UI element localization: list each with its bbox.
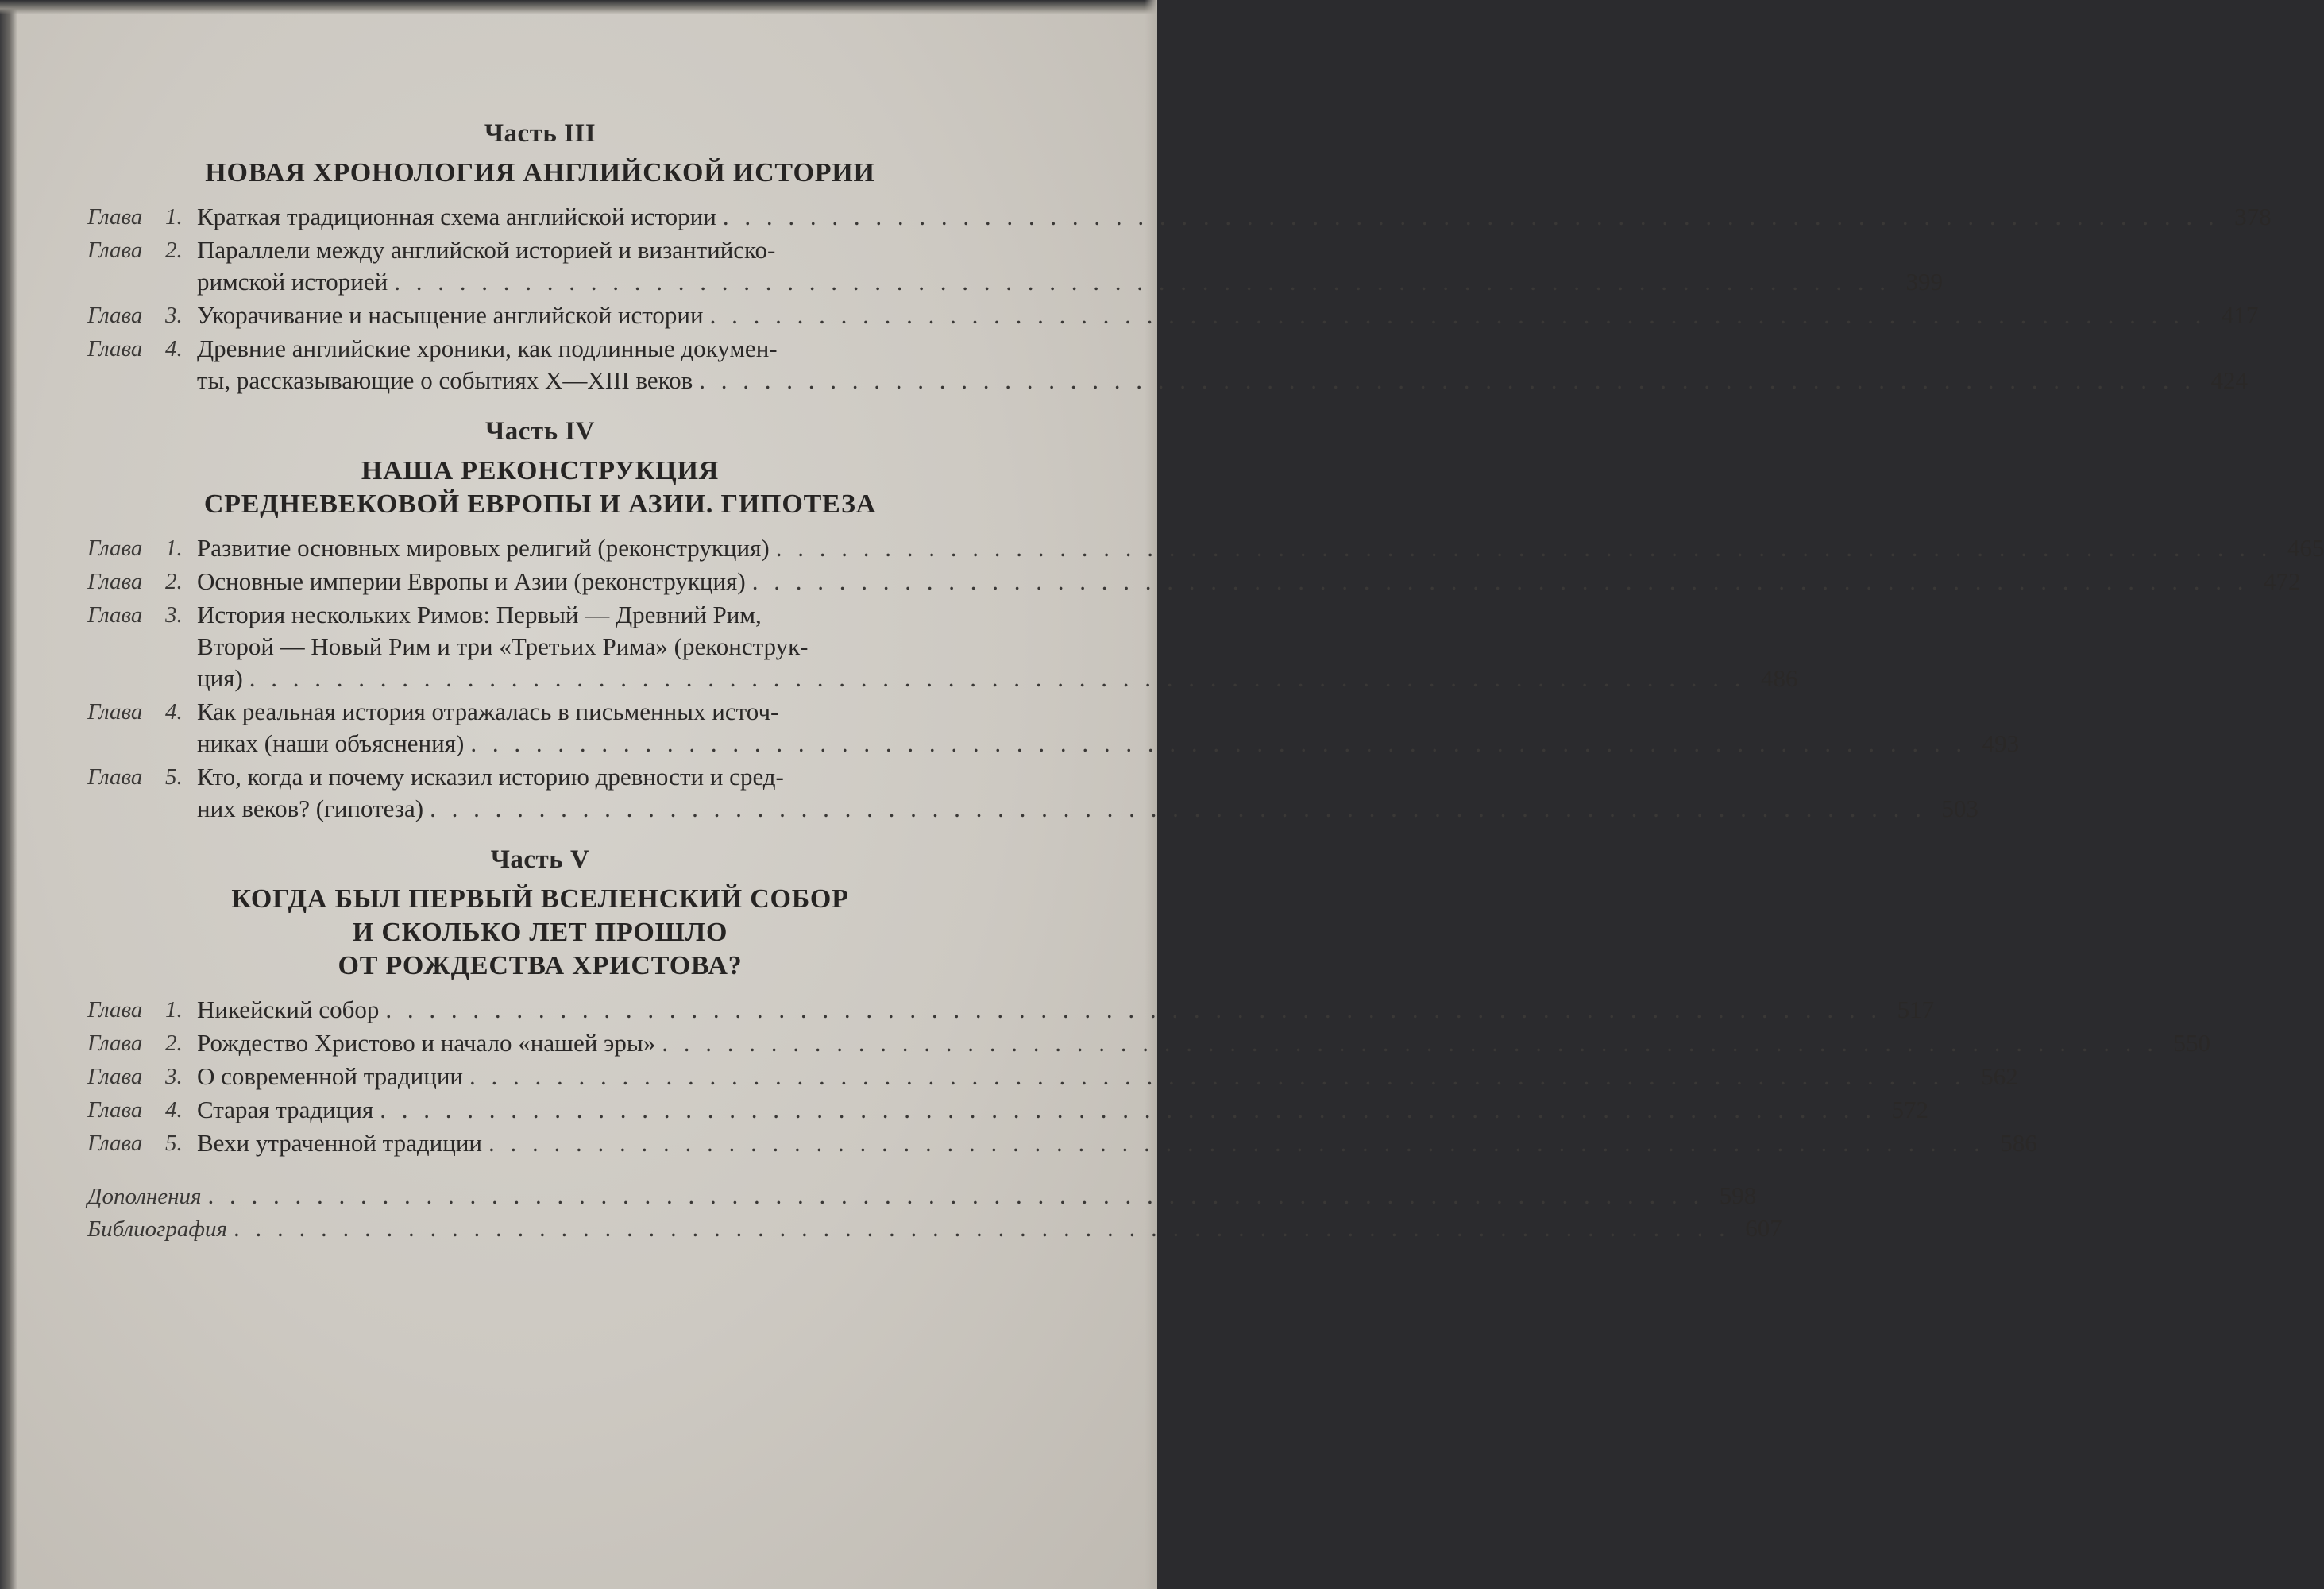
chapter-number: 1. bbox=[165, 997, 183, 1023]
chapter-word: Глава bbox=[87, 336, 143, 361]
dot-leader bbox=[469, 1061, 1966, 1092]
toc-chapter-entry bbox=[87, 1094, 1928, 1126]
part-title-line: ОТ РОЖДЕСТВА ХРИСТОВА? bbox=[338, 951, 743, 980]
toc-chapter-entry bbox=[87, 1061, 2018, 1092]
part-label: Часть V bbox=[490, 845, 590, 874]
chapter-number: 3. bbox=[165, 1064, 183, 1089]
section-gap bbox=[87, 826, 993, 845]
page-number: 607 bbox=[1745, 1214, 1782, 1242]
dot-leader bbox=[776, 532, 2272, 564]
chapter-title-line: Вехи утраченной традиции bbox=[197, 1129, 482, 1157]
dot-leader bbox=[723, 201, 2219, 233]
chapter-title-line: Как реальная история отражалась в письменных источ- bbox=[197, 698, 779, 725]
extra-label: Дополнения bbox=[87, 1184, 202, 1209]
page-number: 378 bbox=[2234, 203, 2272, 230]
toc-chapter-entry bbox=[87, 234, 1943, 298]
chapter-title-line: История нескольких Римов: Первый — Древний Рим, bbox=[197, 601, 762, 628]
chapter-title-line: Второй — Новый Рим и три «Третьих Рима» (реконструк- bbox=[197, 632, 809, 660]
chapter-title-line: Краткая традиционная схема английской истории bbox=[197, 203, 716, 230]
chapter-title-line: них веков? (гипотеза) bbox=[197, 794, 424, 822]
dot-leader bbox=[710, 300, 2206, 331]
section-gap bbox=[87, 1161, 993, 1180]
chapter-number: 5. bbox=[165, 1131, 183, 1156]
chapter-title-line: Основные империи Европы и Азии (реконструкция) bbox=[197, 567, 746, 595]
page-number: 465 bbox=[2287, 534, 2324, 562]
page-number: 486 bbox=[1761, 664, 1798, 692]
toc-chapter-entry bbox=[87, 1127, 2037, 1159]
page-number: 562 bbox=[1981, 1062, 2018, 1090]
dot-leader bbox=[249, 663, 1746, 694]
chapter-word: Глава bbox=[87, 238, 143, 263]
chapter-number: 1. bbox=[165, 204, 183, 230]
chapter-number: 2. bbox=[165, 238, 183, 263]
part-title-line: СРЕДНЕВЕКОВОЙ ЕВРОПЫ И АЗИИ. ГИПОТЕЗА bbox=[203, 489, 877, 519]
chapter-number: 3. bbox=[165, 602, 183, 628]
toc-chapter-entry bbox=[87, 599, 1798, 694]
chapter-number: 4. bbox=[165, 1097, 183, 1123]
chapter-number: 3. bbox=[165, 303, 183, 328]
toc-extra-entry bbox=[87, 1212, 1782, 1245]
chapter-word: Глава bbox=[87, 204, 143, 230]
page-number: 399 bbox=[1905, 268, 1943, 296]
chapter-title-line: О современной традиции bbox=[197, 1062, 464, 1090]
toc-chapter-entry bbox=[87, 201, 2272, 233]
chapter-word: Глава bbox=[87, 1131, 143, 1156]
dot-leader bbox=[385, 994, 1882, 1026]
page-number: 417 bbox=[2221, 301, 2259, 329]
chapter-word: Глава bbox=[87, 535, 143, 561]
chapter-word: Глава bbox=[87, 602, 143, 628]
toc-chapter-entry bbox=[87, 532, 2324, 564]
section-gap bbox=[87, 398, 993, 417]
dot-leader bbox=[394, 266, 1890, 298]
chapter-word: Глава bbox=[87, 997, 143, 1023]
chapter-word: Глава bbox=[87, 303, 143, 328]
part-label: Часть III bbox=[484, 119, 596, 148]
chapter-word: Глава bbox=[87, 1030, 143, 1056]
dot-leader bbox=[430, 793, 1926, 825]
chapter-number: 4. bbox=[165, 699, 183, 725]
chapter-title-line: никах (наши объяснения) bbox=[197, 729, 465, 757]
chapter-number: 1. bbox=[165, 535, 183, 561]
dot-leader bbox=[234, 1212, 1730, 1244]
chapter-title-line: Никейский собор bbox=[197, 996, 380, 1023]
chapter-number: 4. bbox=[165, 336, 183, 361]
chapter-number: 2. bbox=[165, 1030, 183, 1056]
page-number: 493 bbox=[1982, 729, 2020, 757]
top-edge-shadow bbox=[0, 0, 1157, 14]
part-title bbox=[87, 454, 993, 521]
part-title bbox=[87, 157, 993, 190]
part-title-line: НОВАЯ ХРОНОЛОГИЯ АНГЛИЙСКОЙ ИСТОРИИ bbox=[205, 158, 875, 188]
binding-shadow bbox=[0, 0, 17, 1589]
chapter-number: 5. bbox=[165, 764, 183, 790]
dot-leader bbox=[662, 1027, 2158, 1059]
chapter-title-line: Развитие основных мировых религий (реконструкция) bbox=[197, 534, 770, 562]
page-number: 503 bbox=[1941, 794, 1978, 822]
page-number: 517 bbox=[1897, 996, 1935, 1023]
page-number: 472 bbox=[2263, 567, 2301, 595]
chapter-word: Глава bbox=[87, 699, 143, 725]
page-number: 586 bbox=[2000, 1129, 2037, 1157]
dot-leader bbox=[380, 1094, 1876, 1126]
toc-chapter-entry bbox=[87, 333, 2249, 396]
page-number: 550 bbox=[2173, 1029, 2210, 1057]
chapter-number: 2. bbox=[165, 569, 183, 594]
toc-chapter-entry bbox=[87, 994, 1935, 1026]
dot-leader bbox=[752, 566, 2249, 597]
page-number: 572 bbox=[1891, 1096, 1928, 1123]
extra-label: Библиография bbox=[87, 1216, 227, 1242]
chapter-title-line: Кто, когда и почему исказил историю древности и сред- bbox=[197, 763, 784, 791]
dot-leader bbox=[699, 365, 2195, 396]
chapter-title-line: римской историей bbox=[197, 268, 388, 296]
chapter-word: Глава bbox=[87, 764, 143, 790]
chapter-title-line: Древние английские хроники, как подлинные докумен- bbox=[197, 334, 778, 362]
dot-leader bbox=[488, 1127, 1985, 1159]
chapter-word: Глава bbox=[87, 569, 143, 594]
page-number: 598 bbox=[1719, 1181, 1757, 1209]
chapter-title-line: Рождество Христово и начало «нашей эры» bbox=[197, 1029, 656, 1057]
toc-chapter-entry bbox=[87, 696, 2020, 760]
toc-extra-entry bbox=[87, 1180, 1757, 1212]
part-title-line: НАША РЕКОНСТРУКЦИЯ bbox=[361, 456, 720, 485]
chapter-word: Глава bbox=[87, 1097, 143, 1123]
part-title bbox=[87, 883, 993, 983]
chapter-title-line: Укорачивание и насыщение английской истории bbox=[197, 301, 704, 329]
table-of-contents bbox=[87, 119, 2324, 1245]
toc-chapter-entry bbox=[87, 1027, 2210, 1059]
chapter-title-line: Старая традиция bbox=[197, 1096, 374, 1123]
chapter-title-line: ция) bbox=[197, 664, 243, 692]
chapter-title-line: Параллели между английской историей и византийско- bbox=[197, 236, 776, 264]
dot-leader bbox=[470, 728, 1967, 760]
dot-leader bbox=[208, 1180, 1704, 1212]
chapter-title-line: ты, рассказывающие о событиях X—XIII веков bbox=[197, 366, 693, 394]
toc-chapter-entry bbox=[87, 300, 2259, 331]
part-label: Часть IV bbox=[485, 417, 595, 446]
page-number: 424 bbox=[2210, 366, 2249, 394]
toc-chapter-entry bbox=[87, 761, 1978, 825]
part-title-line: КОГДА БЫЛ ПЕРВЫЙ ВСЕЛЕНСКИЙ СОБОР bbox=[231, 884, 849, 914]
toc-chapter-entry bbox=[87, 566, 2301, 597]
part-title-line: И СКОЛЬКО ЛЕТ ПРОШЛО bbox=[352, 918, 728, 947]
chapter-word: Глава bbox=[87, 1064, 143, 1089]
